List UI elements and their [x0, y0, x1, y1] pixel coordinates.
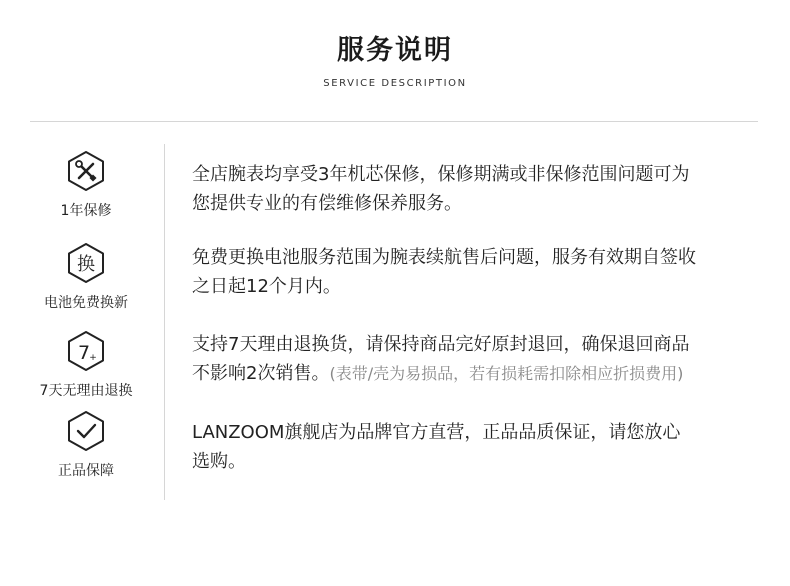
battery-paragraph — [192, 243, 772, 301]
sidebar-item-genuine — [30, 410, 142, 480]
wear-parts-note: (表带/壳为易损品，若有损耗需扣除相应折损费用) — [329, 364, 684, 383]
paragraph-line: 您提供专业的有偿维修保养服务。 — [192, 193, 462, 214]
sidebar-item-label: 7天无理由退换 — [39, 383, 133, 399]
return-paragraph — [192, 330, 772, 388]
paragraph-line: 免费更换电池服务范围为腕表续航售后问题，服务有效期自签收 — [192, 247, 696, 268]
page-title: 服务说明 — [337, 35, 453, 66]
paragraph-line: 支持7天理由退换货，请保持商品完好原封退回，确保退回商品 — [192, 334, 690, 355]
seven-day-glyph: 7 — [77, 342, 91, 364]
checkmark-icon — [65, 410, 107, 452]
paragraph-line: 之日起12个月内。 — [192, 276, 341, 297]
sidebar-item-return — [30, 330, 142, 400]
page-subtitle: SERVICE DESCRIPTION — [323, 78, 467, 89]
paragraph-line: 全店腕表均享受3年机芯保修，保修期满或非保修范围问题可为 — [192, 164, 690, 185]
warranty-paragraph — [192, 160, 772, 218]
paragraph-line: 选购。 — [192, 451, 246, 472]
exchange-icon — [65, 242, 107, 284]
paragraph-line — [192, 359, 772, 388]
paragraph-line-text: 不影响2次销售。 — [192, 363, 330, 384]
sidebar-item-warranty — [30, 150, 142, 220]
column-divider — [164, 144, 165, 500]
genuine-paragraph — [192, 418, 772, 476]
sidebar-item-label: 1年保修 — [60, 203, 112, 219]
header-divider — [30, 121, 758, 122]
sidebar-item-battery — [30, 242, 142, 312]
plus-glyph: + — [89, 353, 97, 363]
paragraph-line: LANZOOM旗舰店为品牌官方直营，正品品质保证，请您放心 — [192, 422, 681, 443]
sidebar-item-label: 电池免费换新 — [44, 295, 128, 311]
exchange-icon-glyph: 换 — [77, 254, 95, 275]
sidebar-item-label: 正品保障 — [58, 463, 114, 479]
seven-day-return-icon — [65, 330, 107, 372]
wrench-screwdriver-icon — [65, 150, 107, 192]
